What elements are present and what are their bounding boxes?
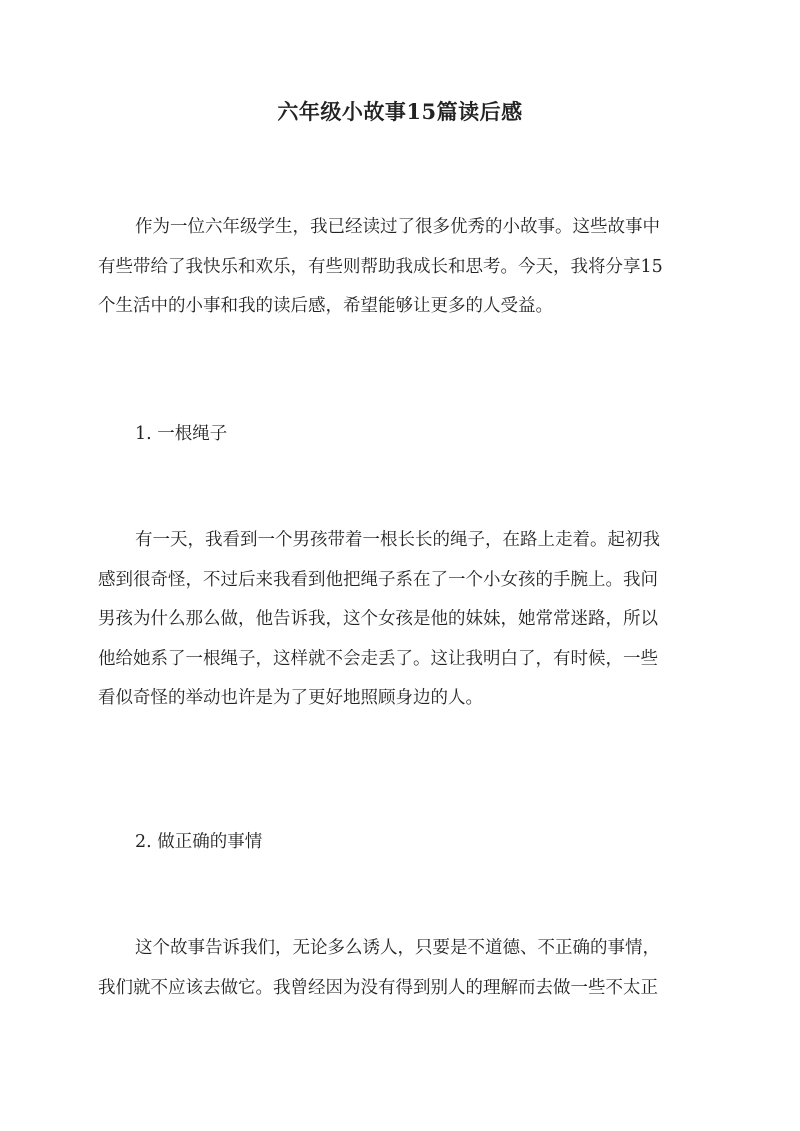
intro-paragraph <box>98 208 706 327</box>
section-heading-2: 2. 做正确的事情 <box>135 832 263 852</box>
paragraph-line: 我们就不应该去做它。我曾经因为没有得到别人的理解而去做一些不太正 <box>98 977 658 998</box>
intro-line: 有些带给了我快乐和欢乐，有些则帮助我成长和思考。今天，我将分享15 <box>98 256 663 277</box>
section-2-paragraph <box>98 929 706 1008</box>
paragraph-line: 看似奇怪的举动也许是为了更好地照顾身边的人。 <box>98 688 483 708</box>
paragraph-line: 感到很奇怪，不过后来我看到他把绳子系在了一个小女孩的手腕上。我问 <box>98 569 658 590</box>
paragraph-line: 有一天，我看到一个男孩带着一根长长的绳子，在路上走着。起初我 <box>135 530 660 550</box>
paragraph-line: 男孩为什么那么做，他告诉我，这个女孩是他的妹妹，她常常迷路，所以 <box>98 609 658 629</box>
section-1-paragraph <box>98 521 706 719</box>
paragraph-line: 他给她系了一根绳子，这样就不会走丢了。这让我明白了，有时候，一些 <box>98 648 658 669</box>
section-heading-1: 1. 一根绳子 <box>135 424 228 444</box>
intro-line: 个生活中的小事和我的读后感，希望能够让更多的人受益。 <box>98 296 553 316</box>
intro-line: 作为一位六年级学生，我已经读过了很多优秀的小故事。这些故事中 <box>135 217 660 237</box>
document-title: 六年级小故事15篇读后感 <box>277 99 523 124</box>
paragraph-line: 这个故事告诉我们，无论多么诱人，只要是不道德、不正确的事情， <box>135 938 660 958</box>
